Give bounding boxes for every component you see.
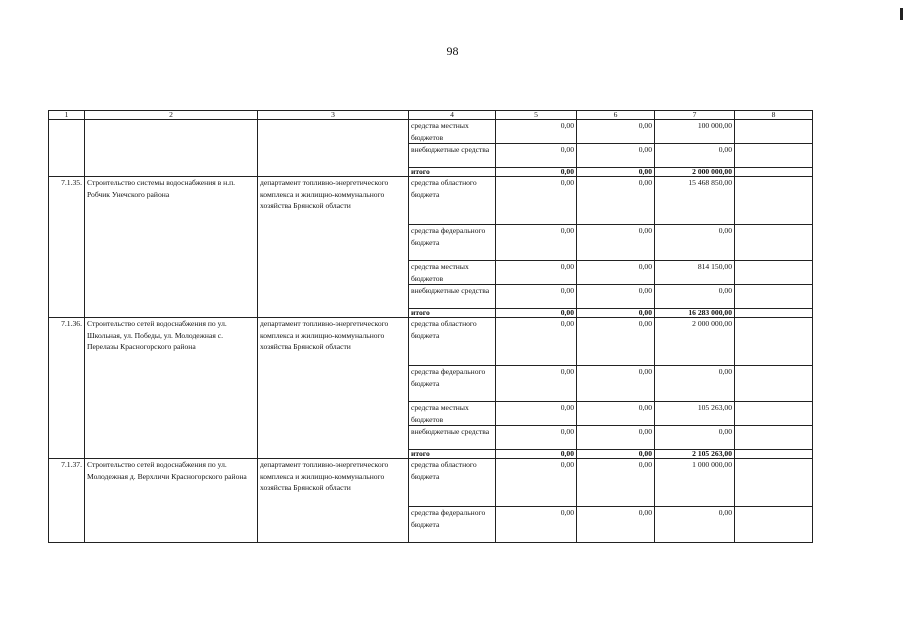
value-cell: 0,00 [496, 225, 577, 261]
empty-cell [735, 402, 813, 426]
value-cell: 0,00 [496, 426, 577, 450]
value-cell: 0,00 [655, 285, 735, 309]
empty-cell [735, 366, 813, 402]
value-cell: 0,00 [655, 225, 735, 261]
value-cell: 0,00 [577, 459, 655, 507]
page-number: 98 [446, 44, 459, 58]
column-header: 6 [577, 111, 655, 120]
code-cell: 7.1.35. [49, 177, 85, 318]
value-cell: 0,00 [577, 285, 655, 309]
source-cell: средства областного бюджета [409, 177, 496, 225]
value-cell: 0,00 [496, 309, 577, 318]
value-cell: 0,00 [655, 507, 735, 543]
code-cell: 7.1.36. [49, 318, 85, 459]
source-cell: средства местных бюджетов [409, 120, 496, 144]
executor-cell: департамент топливно-энергетического комплекса и жилищно-коммунального хозяйства Брянской области [258, 177, 409, 318]
name-cell [85, 120, 258, 177]
source-cell: итого [409, 309, 496, 318]
value-cell: 0,00 [496, 459, 577, 507]
empty-cell [735, 309, 813, 318]
value-cell: 0,00 [496, 318, 577, 366]
column-header: 4 [409, 111, 496, 120]
table-row [49, 120, 813, 144]
value-cell: 0,00 [577, 366, 655, 402]
executor-cell: департамент топливно-энергетического комплекса и жилищно-коммунального хозяйства Брянской области [258, 459, 409, 543]
value-cell: 0,00 [655, 144, 735, 168]
value-cell: 16 283 000,00 [655, 309, 735, 318]
value-cell: 0,00 [496, 366, 577, 402]
empty-cell [735, 318, 813, 366]
value-cell: 0,00 [496, 177, 577, 225]
value-cell: 100 000,00 [655, 120, 735, 144]
source-cell: средства областного бюджета [409, 459, 496, 507]
budget-table [48, 110, 813, 543]
executor-cell [258, 120, 409, 177]
source-cell: средства федерального бюджета [409, 225, 496, 261]
column-header: 7 [655, 111, 735, 120]
empty-cell [735, 177, 813, 225]
value-cell: 0,00 [496, 261, 577, 285]
value-cell: 0,00 [496, 120, 577, 144]
value-cell: 0,00 [496, 402, 577, 426]
column-number-row [49, 111, 813, 120]
name-cell: Строительство сетей водоснабжения по ул. Молодежная д. Верхличи Красногорского района [85, 459, 258, 543]
name-cell: Строительство системы водоснабжения в н.п. Робчик Унечского района [85, 177, 258, 318]
column-header: 5 [496, 111, 577, 120]
value-cell: 2 000 000,00 [655, 168, 735, 177]
source-cell: итого [409, 450, 496, 459]
value-cell: 0,00 [496, 450, 577, 459]
value-cell: 0,00 [577, 144, 655, 168]
empty-cell [735, 168, 813, 177]
value-cell: 0,00 [577, 426, 655, 450]
source-cell: итого [409, 168, 496, 177]
value-cell: 2 105 263,00 [655, 450, 735, 459]
empty-cell [735, 225, 813, 261]
value-cell: 0,00 [655, 366, 735, 402]
source-cell: средства местных бюджетов [409, 261, 496, 285]
empty-cell [735, 285, 813, 309]
empty-cell [735, 426, 813, 450]
value-cell: 0,00 [496, 168, 577, 177]
empty-cell [735, 144, 813, 168]
value-cell: 1 000 000,00 [655, 459, 735, 507]
source-cell: внебюджетные средства [409, 426, 496, 450]
value-cell: 0,00 [577, 402, 655, 426]
empty-cell [735, 450, 813, 459]
code-cell: 7.1.37. [49, 459, 85, 543]
value-cell: 814 150,00 [655, 261, 735, 285]
table-row [49, 459, 813, 507]
column-header: 8 [735, 111, 813, 120]
value-cell: 0,00 [577, 177, 655, 225]
value-cell: 0,00 [577, 261, 655, 285]
scan-edge-mark [900, 8, 903, 20]
table-row [49, 177, 813, 225]
code-cell [49, 120, 85, 177]
value-cell: 0,00 [655, 426, 735, 450]
value-cell: 0,00 [496, 144, 577, 168]
empty-cell [735, 120, 813, 144]
source-cell: внебюджетные средства [409, 144, 496, 168]
empty-cell [735, 459, 813, 507]
value-cell: 0,00 [577, 168, 655, 177]
value-cell: 15 468 850,00 [655, 177, 735, 225]
column-header: 1 [49, 111, 85, 120]
table-row [49, 318, 813, 366]
value-cell: 0,00 [577, 318, 655, 366]
value-cell: 0,00 [577, 507, 655, 543]
empty-cell [735, 261, 813, 285]
column-header: 3 [258, 111, 409, 120]
value-cell: 0,00 [496, 507, 577, 543]
value-cell: 105 263,00 [655, 402, 735, 426]
executor-cell: департамент топливно-энергетического комплекса и жилищно-коммунального хозяйства Брянской области [258, 318, 409, 459]
source-cell: внебюджетные средства [409, 285, 496, 309]
empty-cell [735, 507, 813, 543]
value-cell: 0,00 [577, 120, 655, 144]
source-cell: средства областного бюджета [409, 318, 496, 366]
source-cell: средства местных бюджетов [409, 402, 496, 426]
column-header: 2 [85, 111, 258, 120]
value-cell: 0,00 [577, 309, 655, 318]
value-cell: 0,00 [577, 450, 655, 459]
source-cell: средства федерального бюджета [409, 366, 496, 402]
value-cell: 0,00 [577, 225, 655, 261]
value-cell: 2 000 000,00 [655, 318, 735, 366]
value-cell: 0,00 [496, 285, 577, 309]
source-cell: средства федерального бюджета [409, 507, 496, 543]
name-cell: Строительство сетей водоснабжения по ул. Школьная, ул. Победы, ул. Молодежная с. Перелазы Красногорского района [85, 318, 258, 459]
